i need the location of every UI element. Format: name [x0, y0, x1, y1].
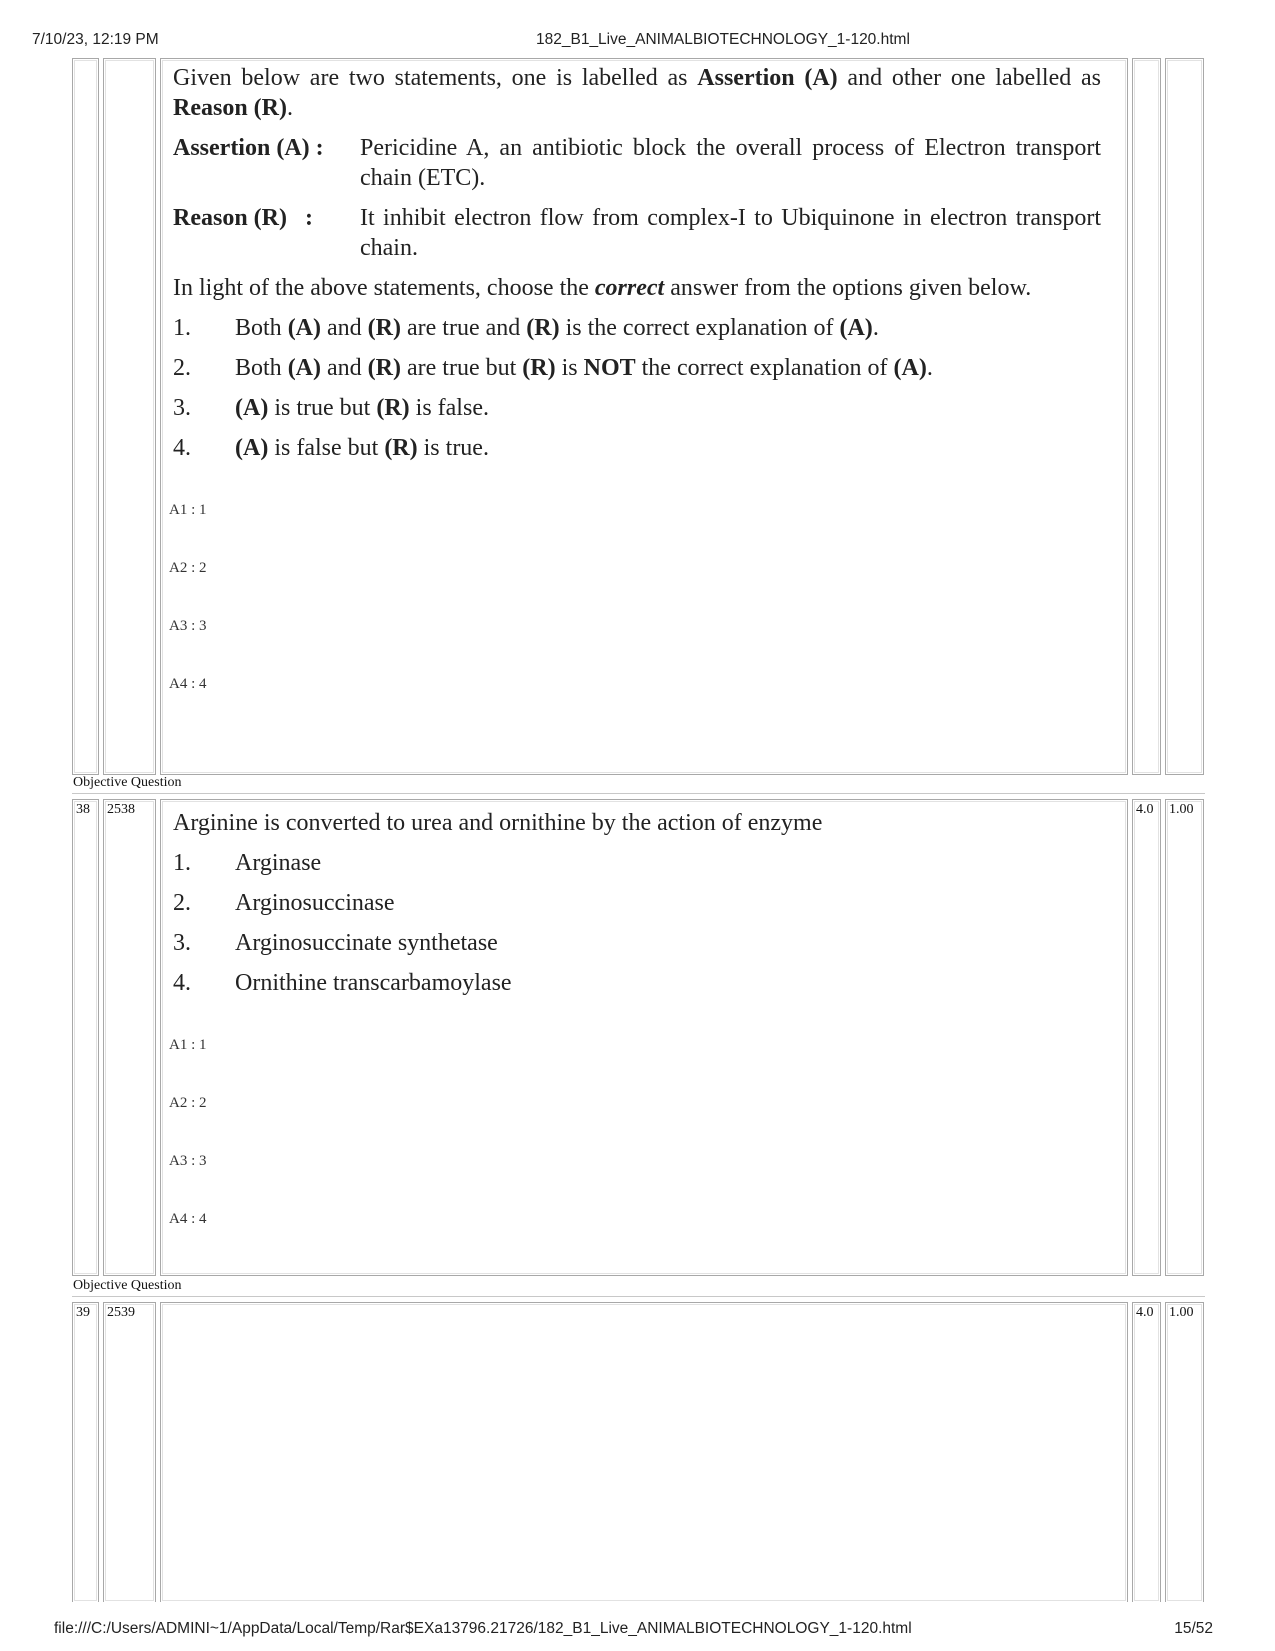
assertion-label: Assertion (A) :: [173, 135, 324, 161]
question-38-negative-marks: 1.00: [1165, 799, 1204, 1276]
question-38-option-1: 1. Arginase: [173, 850, 322, 876]
prev-answer-1: A1 : 1: [169, 502, 207, 518]
prev-negative-cell: [1165, 58, 1204, 775]
prev-qid-cell: [103, 58, 156, 775]
prev-answer-2: A2 : 2: [169, 560, 207, 576]
question-39-type: Objective Question: [72, 1278, 1205, 1294]
prev-question-instruction: In light of the above statements, choose the correct answer from the options given below.: [173, 275, 1032, 301]
print-doc-title: 182_B1_Live_ANIMALBIOTECHNOLOGY_1-120.html: [536, 31, 910, 48]
print-page-number: 15/52: [1174, 1620, 1213, 1637]
reason-statement: [173, 203, 1101, 263]
question-38-type: Objective Question: [72, 775, 1205, 791]
question-39-marks: 4.0: [1132, 1302, 1161, 1602]
question-38-answer-1: A1 : 1: [169, 1037, 207, 1053]
question-38-option-2: 2. Arginosuccinase: [173, 890, 395, 916]
question-39-sno: 39: [72, 1302, 99, 1602]
prev-sno-cell: [72, 58, 99, 775]
print-datetime: 7/10/23, 12:19 PM: [32, 31, 159, 48]
prev-answer-3: A3 : 3: [169, 618, 207, 634]
reason-text: It inhibit electron flow from complex-I to Ubiquinone in electron transport chain.: [360, 205, 1101, 261]
question-38-marks: 4.0: [1132, 799, 1161, 1276]
assertion-text: Pericidine A, an antibiotic block the overall process of Electron transport chain (ETC).: [360, 135, 1101, 191]
question-39-qid: 2539: [103, 1302, 156, 1602]
prev-option-4: 4. (A) is false but (R) is true.: [173, 435, 489, 461]
question-38-content: [169, 808, 1101, 1228]
reason-label: Reason (R) :: [173, 205, 313, 231]
question-38-answer-2: A2 : 2: [169, 1095, 207, 1111]
prev-option-3: 3. (A) is true but (R) is false.: [173, 395, 489, 421]
prev-option-2: 2. Both (A) and (R) are true but (R) is NOT the correct explanation of (A).: [173, 355, 933, 381]
assertion-statement: [173, 133, 1101, 193]
question-38-option-4: 4. Ornithine transcarbamoylase: [173, 970, 512, 996]
question-38-answer-4: A4 : 4: [169, 1211, 207, 1227]
prev-option-1: 1. Both (A) and (R) are true and (R) is the correct explanation of (A).: [173, 315, 879, 341]
question-39-body-cell: [160, 1302, 1128, 1602]
question-39-negative-marks: 1.00: [1165, 1302, 1204, 1602]
prev-answer-4: A4 : 4: [169, 676, 207, 692]
question-38-text: Arginine is converted to urea and ornithine by the action of enzyme: [173, 810, 823, 836]
question-38-answer-3: A3 : 3: [169, 1153, 207, 1169]
question-38-qid: 2538: [103, 799, 156, 1276]
prev-marks-cell: [1132, 58, 1161, 775]
question-38-option-3: 3. Arginosuccinate synthetase: [173, 930, 498, 956]
prev-question-intro: Given below are two statements, one is labelled as Assertion (A) and other one labelled as Reason (R).: [173, 65, 1101, 121]
prev-question-content: [169, 63, 1101, 693]
print-file-path: file:///C:/Users/ADMINI~1/AppData/Local/Temp/Rar$EXa13796.21726/182_B1_Live_ANIMALBIOTECHNOLOGY_1-120.html: [54, 1620, 912, 1637]
question-38-sno: 38: [72, 799, 99, 1276]
